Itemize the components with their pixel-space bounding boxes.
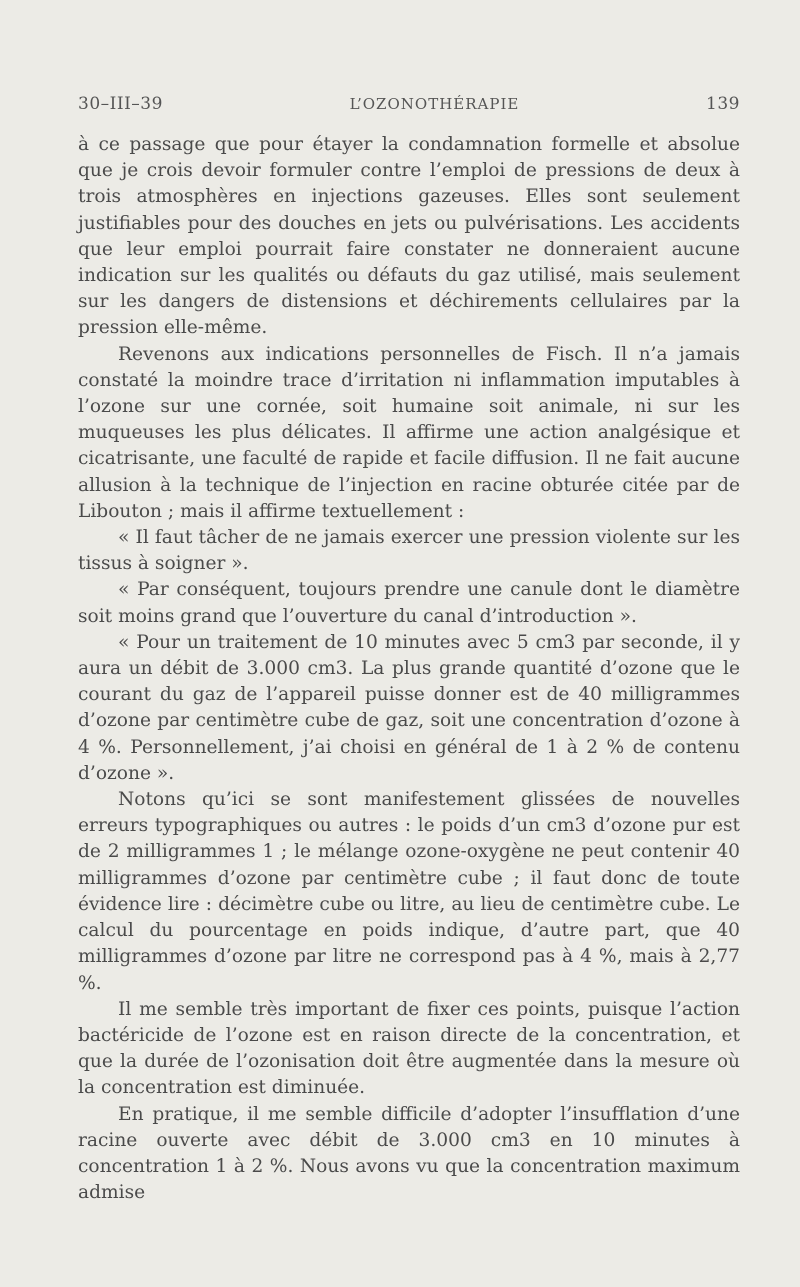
paragraph-importance: Il me semble très important de fixer ces points, puisque l’action bactéricide de l’ozone est en raison directe de la concentration, et que la durée de l’ozonisation doit être augmentée dans la mesure où la concentration est diminuée.: [78, 998, 740, 1099]
header-date: 30–III–39: [78, 94, 163, 114]
quote-pressure: « Il faut tâcher de ne jamais exercer une pression violente sur les tissus à soigner ».: [78, 527, 740, 575]
running-head: [78, 94, 740, 114]
paragraph-continued: à ce passage que pour étayer la condamnation formelle et absolue que je crois devoir formuler contre l’emploi de pressions de deux à trois atmosphères en injections gazeuses. Elles sont seulement justifiables pour des douches en jets ou pulvérisations. Les accidents que leur emploi pourrait faire constater ne donneraient aucune indication sur les qualités ou défauts du gaz utilisé, mais seulement sur les dangers de distensions et déchirements cellulaires par la pression elle-même.: [78, 134, 740, 339]
quote-canula: « Par conséquent, toujours prendre une canule dont le diamètre soit moins grand que l’ouverture du canal d’introduction ».: [78, 579, 740, 627]
page-number: 139: [706, 94, 740, 114]
paragraph-fisch: Revenons aux indications personnelles de Fisch. Il n’a jamais constaté la moindre trace d’irritation ni inflammation imputables à l’ozone sur une cornée, soit humaine soit animale, ni sur les muqueuses les plus délicates. Il affirme une action analgésique et cicatrisante, une faculté de rapide et facile diffusion. Il ne fait aucune allusion à la technique de l’injection en racine obturée citée par de Libouton ; mais il affirme textuellement :: [78, 343, 740, 522]
quote-treatment: « Pour un traitement de 10 minutes avec 5 cm3 par seconde, il y aura un débit de 3.000 cm3. La plus grande quantité d’ozone que le courant du gaz de l’appareil puisse donner est de 40 milligrammes d’ozone par centimètre cube de gaz, soit une concentration d’ozone à 4 %. Personnellement, j’ai choisi en général de 1 à 2 % de contenu d’ozone ».: [78, 631, 740, 784]
book-page: [78, 94, 740, 1206]
header-title: L’OZONOTHÉRAPIE: [349, 95, 520, 113]
body-text: [78, 132, 740, 1206]
paragraph-errors: Notons qu’ici se sont manifestement glissées de nouvelles erreurs typographiques ou autres : le poids d’un cm3 d’ozone pur est de 2 milligrammes 1 ; le mélange ozone-oxygène ne peut contenir 40 milligrammes d’ozone par centimètre cube ; il faut donc de toute évidence lire : décimètre cube ou litre, au lieu de centimètre cube. Le calcul du pourcentage en poids indique, d’autre part, que 40 milligrammes d’ozone par litre ne correspond pas à 4 %, mais à 2,77 %.: [78, 789, 740, 994]
paragraph-practice: En pratique, il me semble difficile d’adopter l’insufflation d’une racine ouverte avec débit de 3.000 cm3 en 10 minutes à concentration 1 à 2 %. Nous avons vu que la concentration maximum admise: [78, 1103, 740, 1204]
